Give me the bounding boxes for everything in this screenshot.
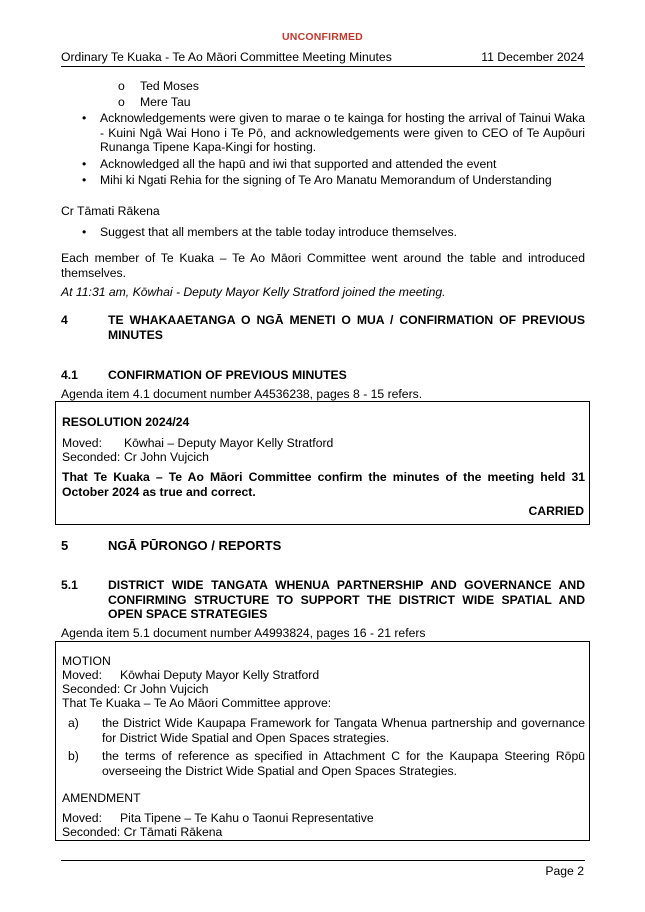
amendment-title: AMENDMENT [62,791,141,805]
item-5-1-title: DISTRICT WIDE TANGATA WHENUA PARTNERSHIP AND GOVERNANCE AND CONFIRMING STRUCTURE TO SUPPORT THE DISTRICT WIDE SPATIAL AND OPEN SPACE STRATEGIES [108,578,585,621]
item-5-1-agenda: Agenda item 5.1 document number A4993824, pages 16 - 21 refers [61,626,426,640]
resolution-moved-label: Moved: [62,436,102,450]
document-date: 11 December 2024 [481,50,584,64]
introductions-paragraph: Each member of Te Kuaka – Te Ao Māori Committee went around the table and introduced themselves. [61,251,585,280]
header-divider [61,66,585,67]
amendment-moved-label: Moved: [62,811,102,825]
unconfirmed-label: UNCONFIRMED [282,31,363,43]
list-item: a) the District Wide Kaupapa Framework for Tangata Whenua partnership and governance for District Wide Spatial and Open Spaces strategies. [68,716,585,745]
document-title: Ordinary Te Kuaka - Te Ao Māori Committee Meeting Minutes [61,50,392,64]
list-item: • Acknowledged all the hapū and iwi that supported and attended the event [82,156,497,171]
motion-title: MOTION [62,654,111,668]
footer-divider [61,860,585,861]
list-item: • Mihi ki Ngati Rehia for the signing of Te Aro Manatu Memorandum of Understanding [82,173,552,187]
motion-moved-label: Moved: [62,668,102,682]
section-4-title: TE WHAKAAETANGA O NGĀ MENETI O MUA / CONFIRMATION OF PREVIOUS MINUTES [108,313,585,342]
resolution-title: RESOLUTION 2024/24 [62,415,190,429]
resolution-seconded: Cr John Vujcich [124,450,209,464]
section-5-number: 5 [61,538,69,553]
speaker-name: Cr Tāmati Rākena [61,204,160,218]
speaker-bullets [80,225,585,242]
section-5-title: NGĀ PŪRONGO / REPORTS [108,538,282,553]
bullet-icon: • [82,225,87,239]
item-4-1-agenda: Agenda item 4.1 document number A4536238, pages 8 - 15 refers. [61,387,423,401]
bullet-icon: • [82,156,87,171]
resolution-moved: Kōwhai – Deputy Mayor Kelly Stratford [124,436,334,450]
list-item: o Mere Tau [118,95,191,109]
section-4-number: 4 [61,313,68,327]
joined-note: At 11:31 am, Kōwhai - Deputy Mayor Kelly Stratford joined the meeting. [61,285,446,299]
motion-items [62,716,585,782]
motion-intro: That Te Kuaka – Te Ao Māori Committee approve: [62,696,332,710]
motion-box [55,641,590,841]
list-item: • Suggest that all members at the table today introduce themselves. [82,225,458,239]
bullet-icon: • [82,173,87,187]
circle-bullet-icon: o [118,79,125,93]
item-4-1-title: CONFIRMATION OF PREVIOUS MINUTES [108,368,347,382]
amendment-moved: Pita Tipene – Te Kahu o Taonui Representative [120,811,374,825]
motion-moved: Kōwhai Deputy Mayor Kelly Stratford [120,668,320,682]
acknowledgement-bullets [80,111,585,190]
resolution-result: CARRIED [528,504,584,518]
circle-bullet-icon: o [118,95,125,109]
page-number: Page 2 [545,864,584,878]
resolution-box [55,401,590,525]
attendee-sub-list [118,79,199,111]
list-item: • Acknowledgements were given to marae o te kainga for hosting the arrival of Tainui Waka - Kuini Ngā Wai Hono i Te Pō, and acknowledgements were given to CEO of Te Aupōuri Runanga Tipene Kapa-Kingi for hosting. [82,111,585,154]
motion-seconded: Seconded: Cr John Vujcich [62,682,209,696]
item-5-1-number: 5.1 [61,578,78,592]
resolution-text: That Te Kuaka – Te Ao Māori Committee confirm the minutes of the meeting held 31 October 2024 as true and correct. [62,470,585,499]
list-item: b) the terms of reference as specified in Attachment C for the Kaupapa Steering Rōpū overseeing the District Wide Spatial and Open Spaces Strategies. [68,749,585,778]
item-4-1-number: 4.1 [61,368,78,382]
list-item: o Ted Moses [118,79,199,93]
resolution-seconded-label: Seconded: [62,450,121,464]
bullet-icon: • [82,111,87,125]
amendment-seconded: Seconded: Cr Tāmati Rākena [62,825,223,839]
